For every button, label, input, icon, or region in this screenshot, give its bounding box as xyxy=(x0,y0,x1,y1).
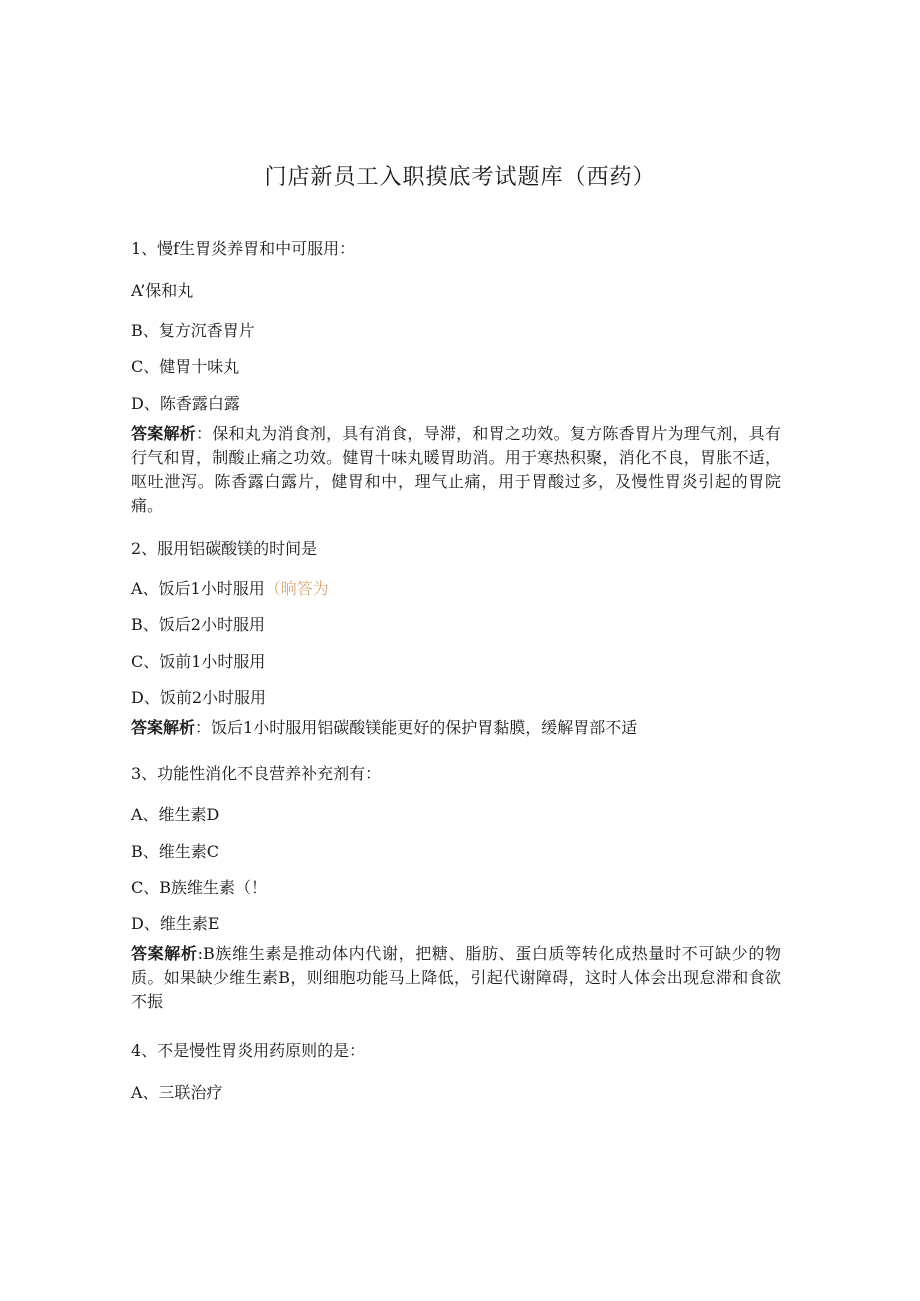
question-2-analysis-text: 饭后1小时服用铝碳酸镁能更好的保护胃黏膜，缓解胃部不适 xyxy=(211,718,638,737)
answer-label: 答案解析 xyxy=(131,718,196,737)
analysis-separator: ： xyxy=(195,718,212,737)
question-3-analysis-text: B族维生素是推动体内代谢，把糖、脂肪、蛋白质等转化成热量时不可缺少的物质。如果缺少维生素B，则细胞功能马上降低，引起代谢障碍，这时人体会出现怠滞和食欲不振 xyxy=(131,944,781,1011)
analysis-separator: ： xyxy=(196,424,213,443)
question-2-option-c: C、饭前1小时服用 xyxy=(131,652,266,671)
question-1-option-b: B、复方沉香胃片 xyxy=(131,321,255,340)
question-1-option-a: A’保和丸 xyxy=(131,281,194,300)
analysis-separator: : xyxy=(197,944,204,963)
question-2-option-d: D、饭前2小时服用 xyxy=(131,688,267,707)
document-title: 门店新员工入职摸底考试题库（西药） xyxy=(264,165,656,190)
answer-label: 答案解析 xyxy=(131,424,197,443)
question-4-option-a: A、三联治疗 xyxy=(131,1083,223,1102)
question-3-option-a: A、维生素D xyxy=(131,805,220,824)
question-2-option-a-text: A、饭后1小时服用 xyxy=(131,579,265,598)
question-3-stem: 3、功能性消化不良营养补充剂有： xyxy=(131,764,382,783)
question-1-option-d: D、陈香露白露 xyxy=(131,394,240,413)
question-2-option-b: B、饭后2小时服用 xyxy=(131,615,265,634)
question-3-option-d: D、维生素E xyxy=(131,914,220,933)
question-1-option-c: C、健胃十味丸 xyxy=(131,357,240,376)
question-2-option-a-note: （晌答为 xyxy=(264,579,329,598)
question-2-stem: 2、服用铝碳酸镁的时间是 xyxy=(131,539,318,558)
question-1-analysis-text: 保和丸为消食剂，具有消食，导滞，和胃之功效。复方陈香胃片为理气剂，具有行气和胃，制酸止痛之功效。健胃十味丸暖胃助消。用于寒热积聚，消化不良，胃胀不适，呕吐泄泻。陈香露白露片，健胃和中，理气止痛，用于胃酸过多，及慢性胃炎引起的胃院痛。 xyxy=(131,424,781,515)
question-2-analysis xyxy=(131,716,781,740)
question-4-stem: 4、不是慢性胃炎用药原则的是： xyxy=(131,1041,366,1060)
question-3-option-c: C、B族维生素（！ xyxy=(131,878,268,897)
question-1-analysis xyxy=(131,422,781,518)
question-3-analysis xyxy=(131,942,781,1014)
question-3-option-b: B、维生素C xyxy=(131,842,220,861)
question-1-stem: 1、慢f生胃炎养胃和中可服用： xyxy=(131,239,356,258)
answer-label: 答案解析 xyxy=(131,944,198,963)
question-2-option-a xyxy=(131,578,329,600)
